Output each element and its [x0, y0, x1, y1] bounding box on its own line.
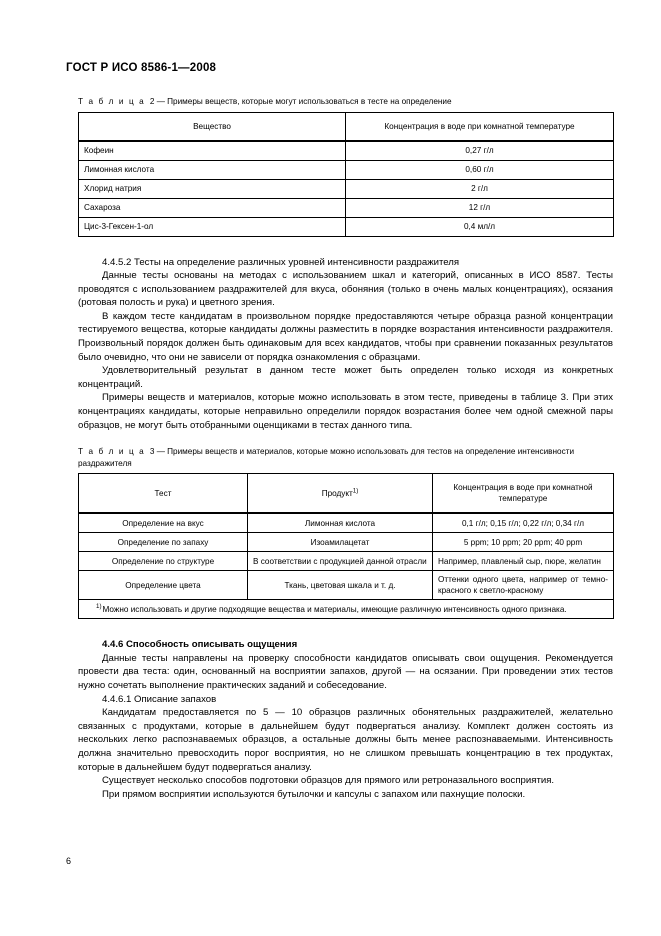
table-row: [79, 513, 614, 533]
table3-caption: [78, 446, 613, 469]
table3-cell-concentration: 5 ppm; 10 ppm; 20 ppm; 40 ppm: [433, 533, 614, 552]
paragraph-446-1: Данные тесты направлены на проверку способности кандидатов описывать свои ощущения. Рекомендуется провести два теста: один, основанный на восприятии запахов, другой — на осязании. При проведении этих тестов нужно сочетать выполнение практических заданий и собеседование.: [78, 652, 613, 691]
table2-cell-substance: Лимонная кислота: [79, 160, 346, 179]
table3-cell-test: Определение по структуре: [79, 552, 248, 571]
table-row: [79, 179, 614, 198]
table2-cell-concentration: 0,4 мл/л: [346, 217, 614, 236]
table2-caption-label: Т а б л и ц а: [78, 97, 146, 106]
table3-caption-text: — Примеры веществ и материалов, которые можно использовать для тестов на определение интенсивности раздражителя: [78, 447, 575, 468]
table2-col-header-substance: Вещество: [79, 112, 346, 141]
table3-cell-concentration: Оттенки одного цвета, например от темно-красного к светло-красному: [433, 571, 614, 600]
table2-cell-substance: Сахароза: [79, 198, 346, 217]
table2-cell-concentration: 0,27 г/л: [346, 141, 614, 161]
table3-footnote: [79, 600, 614, 619]
table2-col-header-concentration: Концентрация в воде при комнатной температуре: [346, 112, 614, 141]
table-row: [79, 198, 614, 217]
table3-cell-test: Определение по запаху: [79, 533, 248, 552]
table2-cell-concentration: 0,60 г/л: [346, 160, 614, 179]
table3-footnote-text: Можно использовать и другие подходящие вещества и материалы, имеющие различную интенсивность одного признака.: [102, 604, 567, 614]
table3-cell-test: Определение цвета: [79, 571, 248, 600]
table-intensity-tests: [78, 473, 614, 619]
table2-caption-text: — Примеры веществ, которые могут использоваться в тесте на определение: [156, 97, 452, 106]
table2-cell-substance: Цис-3-Гексен-1-ол: [79, 217, 346, 236]
table2-cell-concentration: 2 г/л: [346, 179, 614, 198]
section-heading-4461: 4.4.6.1 Описание запахов: [102, 693, 217, 705]
table-row: [79, 141, 614, 161]
table3-cell-product: Лимонная кислота: [248, 513, 433, 533]
page-number: 6: [66, 856, 72, 866]
table3-cell-product: Изоамилацетат: [248, 533, 433, 552]
table3-col-header-test: Тест: [79, 474, 248, 514]
section-heading-446: 4.4.6 Способность описывать ощущения: [102, 639, 298, 651]
paragraph-4452-1: Данные тесты основаны на методах с использованием шкал и категорий, описанных в ИСО 8587. Тесты проводятся с использованием раздражителей для вкуса, обоняния (только в очень малых концентрациях), осязания (ротовая полость и рука) и цветного зрения.: [78, 270, 613, 309]
table3-caption-label: Т а б л и ц а: [78, 447, 146, 457]
page-content: [78, 96, 613, 801]
paragraph-4461-3: При прямом восприятии используются бутылочки и капсулы с запахом или пахнущие полоски.: [102, 788, 526, 800]
paragraph-4452-3: Удовлетворительный результат в данном тесте может быть определен только исходя из конкретных концентраций.: [78, 365, 613, 390]
table-row: [79, 552, 614, 571]
table-row: [79, 533, 614, 552]
table3-cell-concentration: 0,1 г/л; 0,15 г/л; 0,22 г/л; 0,34 г/л: [433, 513, 614, 533]
table-row: [79, 160, 614, 179]
table2-cell-substance: Кофеин: [79, 141, 346, 161]
table-substances-detection: [78, 112, 614, 237]
table3-cell-concentration: Например, плавленый сыр, пюре, желатин: [433, 552, 614, 571]
footnote-marker: 1): [352, 486, 359, 494]
table3-cell-product: Ткань, цветовая шкала и т. д.: [248, 571, 433, 600]
table3-col-header-product-label: Продукт: [321, 488, 353, 498]
section-heading-4452: 4.4.5.2 Тесты на определение различных уровней интенсивности раздражителя: [102, 256, 460, 268]
table2-cell-concentration: 12 г/л: [346, 198, 614, 217]
running-header: ГОСТ Р ИСО 8586-1—2008: [66, 62, 217, 74]
table2-caption-number: 2: [149, 97, 155, 106]
table3-caption-number: 3: [149, 447, 155, 457]
table3-header-row: [79, 474, 614, 514]
table3-cell-test: Определение на вкус: [79, 513, 248, 533]
footnote-marker: 1): [96, 602, 102, 610]
table3-cell-product: В соответствии с продукцией данной отрасли: [248, 552, 433, 571]
table2-header-row: [79, 112, 614, 141]
paragraph-4461-1: Кандидатам предоставляется по 5 — 10 образцов различных обонятельных раздражителей, желательно связанных с продуктами, которые в дальнейшем будут подвергаться анализу. Комплект должен состоять из нескольких легко распознаваемых образцов, а остальные должны быть менее распознаваемыми. Интенсивность должна значительно превосходить порог восприятия, но не слишком превышать концентрацию в тех продуктах, которые в дальнейшем будут подвергаться анализу.: [78, 707, 613, 773]
table-row: [79, 217, 614, 236]
paragraph-4452-4: Примеры веществ и материалов, которые можно использовать в этом тесте, приведены в таблице 3. При этих концентрациях кандидаты, которые неправильно определили порядок возрастания более чем одной смежной пары образцов, не могут быть отобранными оценщиками в тестах данного типа.: [78, 392, 613, 431]
table3-col-header-product: [248, 474, 433, 514]
table3-col-header-concentration: Концентрация в воде при комнатной температуре: [433, 474, 614, 514]
table2-caption: [78, 96, 613, 108]
paragraph-4461-2: Существует несколько способов подготовки образцов для прямого или ретроназального восприятия.: [102, 775, 555, 787]
table3-footnote-row: [79, 600, 614, 619]
table2-cell-substance: Хлорид натрия: [79, 179, 346, 198]
table-row: [79, 571, 614, 600]
paragraph-4452-2: В каждом тесте кандидатам в произвольном порядке предоставляются четыре образца разной концентрации тестируемого вещества, которые кандидаты должны разместить в порядке возрастания интенсивности раздражителя. Произвольный порядок должен быть одинаковым для всех кандидатов, чтобы при сравнении показанных результатов было очевидно, что они не зависели от порядка ознакомления с образцами.: [78, 310, 613, 363]
